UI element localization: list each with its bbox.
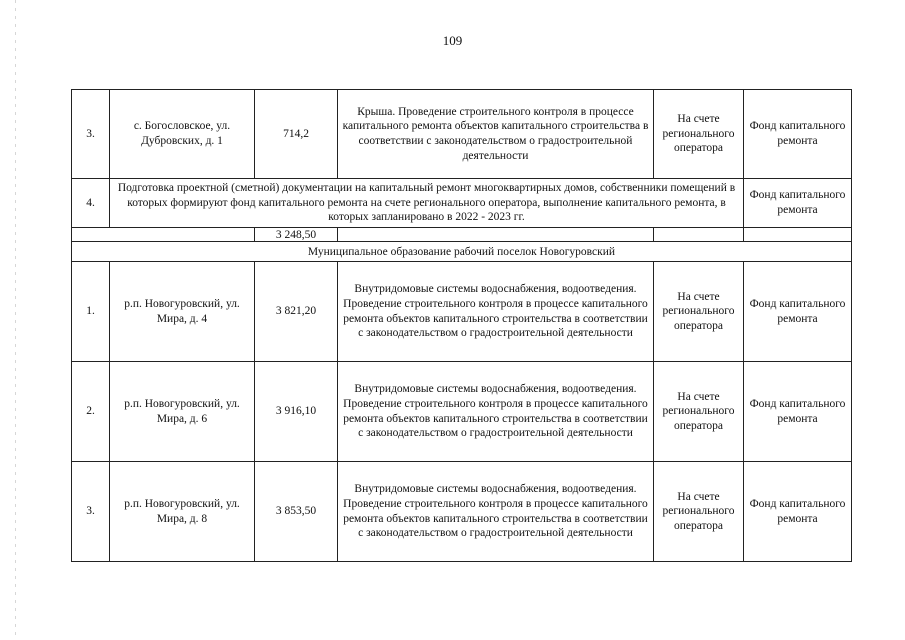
address-cell: с. Богословское, ул. Дубровских, д. 1 [110,90,255,179]
section-header-row [72,242,852,262]
work-type-cell: Внутридомовые системы водоснабжения, водоотведения. Проведение строительного контроля в процессе капитального ремонта объектов капитального строительства в соответствии с законодательством о градостроительной деятельности [338,262,654,362]
row-number: 3. [72,90,110,179]
row-number: 1. [72,262,110,362]
address-cell: р.п. Новогуровский, ул. Мира, д. 6 [110,362,255,462]
total-row [72,228,852,242]
fund-cell: Фонд капитального ремонта [744,362,852,462]
repair-plan-table [71,89,852,562]
area-cell: 714,2 [255,90,338,179]
address-cell: р.п. Новогуровский, ул. Мира, д. 4 [110,262,255,362]
total-area-cell: 3 248,50 [255,228,338,242]
work-type-cell: Внутридомовые системы водоснабжения, водоотведения. Проведение строительного контроля в процессе капитального ремонта объектов капитального строительства в соответствии с законодательством о градостроительной деятельности [338,462,654,562]
address-cell: р.п. Новогуровский, ул. Мира, д. 8 [110,462,255,562]
work-type-cell: Крыша. Проведение строительного контроля в процессе капитального ремонта объектов капитального строительства в соответствии с законодательством о градостроительной деятельности [338,90,654,179]
row-number: 4. [72,179,110,228]
empty-cell [338,228,654,242]
account-cell: На счете регионального оператора [654,90,744,179]
table-row [72,362,852,462]
section-header: Муниципальное образование рабочий поселок Новогуровский [72,242,852,262]
account-cell: На счете регионального оператора [654,462,744,562]
account-cell: На счете регионального оператора [654,262,744,362]
table-row [72,179,852,228]
empty-cell [744,228,852,242]
empty-cell [72,228,255,242]
scan-margin-marks [15,0,16,640]
design-documentation-cell: Подготовка проектной (сметной) документации на капитальный ремонт многоквартирных домов, собственники помещений в которых формируют фонд капитального ремонта на счете регионального оператора, выполнение капитального ремонта, в которых запланировано в 2022 - 2023 гг. [110,179,744,228]
table-row [72,90,852,179]
empty-cell [654,228,744,242]
fund-cell: Фонд капитального ремонта [744,179,852,228]
area-cell: 3 916,10 [255,362,338,462]
page-number: 109 [442,33,463,48]
area-cell: 3 853,50 [255,462,338,562]
table-row [72,262,852,362]
row-number: 3. [72,462,110,562]
table-row [72,462,852,562]
fund-cell: Фонд капитального ремонта [744,262,852,362]
fund-cell: Фонд капитального ремонта [744,90,852,179]
account-cell: На счете регионального оператора [654,362,744,462]
work-type-cell: Внутридомовые системы водоснабжения, водоотведения. Проведение строительного контроля в процессе капитального ремонта объектов капитального строительства в соответствии с законодательством о градостроительной деятельности [338,362,654,462]
row-number: 2. [72,362,110,462]
fund-cell: Фонд капитального ремонта [744,462,852,562]
area-cell: 3 821,20 [255,262,338,362]
